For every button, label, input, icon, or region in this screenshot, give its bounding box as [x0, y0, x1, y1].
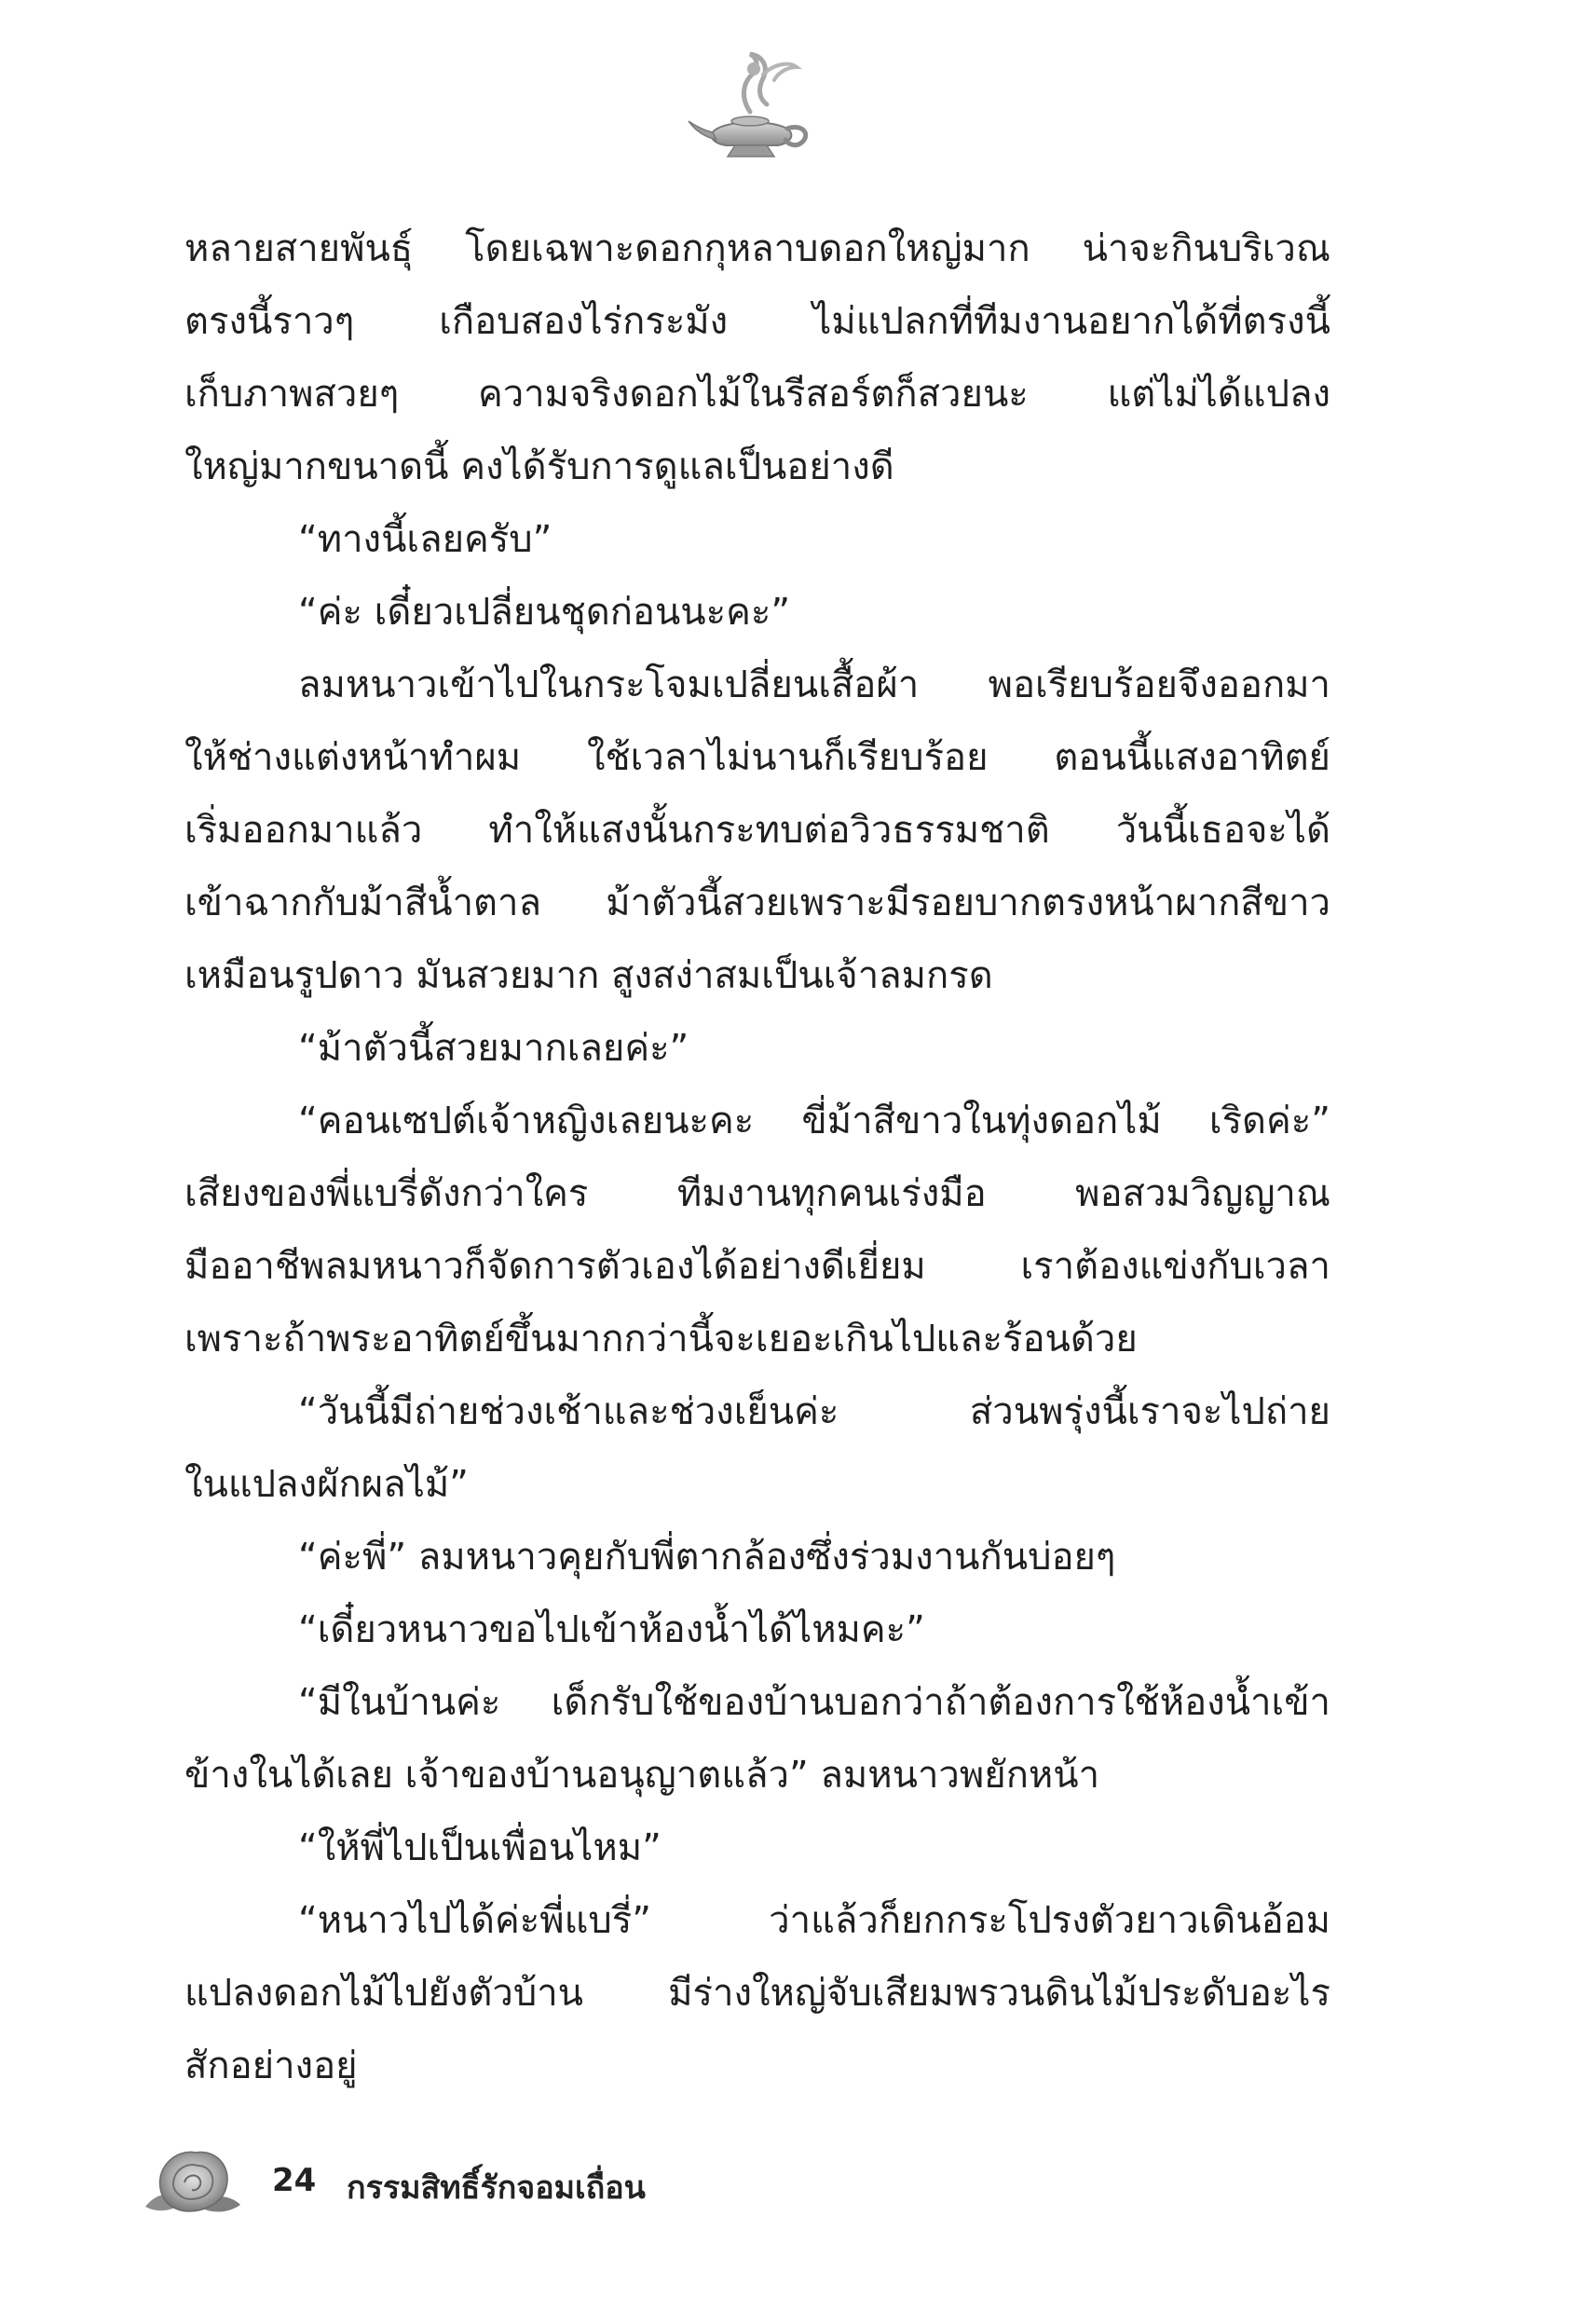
text-line: “ค่ะพี่” ลมหนาวคุยกับพี่ตากล้องซึ่งร่วมงานกันบ่อยๆ: [298, 1536, 1116, 1579]
text-line: “ค่ะ เดี๋ยวเปลี่ยนชุดก่อนนะคะ”: [298, 591, 791, 634]
text-line: ลมหนาวเข้าไปในกระโจมเปลี่ยนเสื้อผ้า พอเรียบร้อยจึงออกมา: [298, 663, 1330, 706]
text-line: เข้าฉากกับม้าสีน้ำตาล ม้าตัวนี้สวยเพราะมีรอยบากตรงหน้าผากสีขาว: [184, 882, 1330, 924]
text-line: เสียงของพี่แบรี่ดังกว่าใคร ทีมงานทุกคนเร่งมือ พอสวมวิญญาณ: [184, 1172, 1330, 1215]
text-line: ใหญ่มากขนาดนี้ คงได้รับการดูแลเป็นอย่างดี: [184, 445, 894, 488]
text-line: เก็บภาพสวยๆ ความจริงดอกไม้ในรีสอร์ตก็สวยนะ แต่ไม่ได้แปลง: [184, 373, 1330, 416]
genie-lamp-icon: [685, 47, 825, 168]
body-text: [184, 212, 1330, 2102]
text-line: “หนาวไปได้ค่ะพี่แบรี่” ว่าแล้วก็ยกกระโปรงตัวยาวเดินอ้อม: [298, 1899, 1330, 1942]
text-line: ในแปลงผักผลไม้”: [184, 1463, 469, 1506]
text-line: “วันนี้มีถ่ายช่วงเช้าและช่วงเย็นค่ะ ส่วนพรุ่งนี้เราจะไปถ่าย: [298, 1390, 1330, 1433]
rose-icon: [140, 2132, 244, 2225]
text-line: หลายสายพันธุ์ โดยเฉพาะดอกกุหลาบดอกใหญ่มาก น่าจะกินบริเวณ: [184, 227, 1330, 270]
text-line: ให้ช่างแต่งหน้าทำผม ใช้เวลาไม่นานก็เรียบร้อย ตอนนี้แสงอาทิตย์: [184, 736, 1330, 779]
text-line: “เดี๋ยวหนาวขอไปเข้าห้องน้ำได้ไหมคะ”: [298, 1608, 925, 1651]
text-line: แปลงดอกไม้ไปยังตัวบ้าน มีร่างใหญ่จับเสียมพรวนดินไม้ประดับอะไร: [184, 1972, 1330, 2015]
text-line: มืออาชีพลมหนาวก็จัดการตัวเองได้อย่างดีเยี่ยม เราต้องแข่งกับเวลา: [184, 1245, 1330, 1288]
book-title: กรรมสิทธิ์รักจอมเถื่อน: [347, 2169, 646, 2207]
page-number: 24: [272, 2162, 317, 2199]
text-line: “คอนเซปต์เจ้าหญิงเลยนะคะ ขี่ม้าสีขาวในทุ่งดอกไม้ เริดค่ะ”: [298, 1100, 1330, 1142]
text-line: ตรงนี้ราวๆ เกือบสองไร่กระมัง ไม่แปลกที่ทีมงานอยากได้ที่ตรงนี้: [184, 300, 1330, 343]
text-line: “ทางนี้เลยครับ”: [298, 518, 552, 561]
text-line: “มีในบ้านค่ะ เด็กรับใช้ของบ้านบอกว่าถ้าต้องการใช้ห้องน้ำเข้า: [298, 1681, 1330, 1724]
text-line: “ให้พี่ไปเป็นเพื่อนไหม”: [298, 1826, 662, 1869]
page-footer: [140, 2132, 792, 2235]
text-line: เหมือนรูปดาว มันสวยมาก สูงสง่าสมเป็นเจ้าลมกรด: [184, 954, 993, 997]
text-line: ข้างในได้เลย เจ้าของบ้านอนุญาตแล้ว” ลมหนาวพยักหน้า: [184, 1754, 1100, 1797]
text-line: เพราะถ้าพระอาทิตย์ขึ้นมากกว่านี้จะเยอะเกินไปและร้อนด้วย: [184, 1318, 1138, 1361]
text-line: เริ่มออกมาแล้ว ทำให้แสงนั้นกระทบต่อวิวธรรมชาติ วันนี้เธอจะได้: [184, 809, 1330, 852]
text-line: “ม้าตัวนี้สวยมากเลยค่ะ”: [298, 1027, 689, 1070]
text-line: สักอย่างอยู่: [184, 2044, 358, 2087]
